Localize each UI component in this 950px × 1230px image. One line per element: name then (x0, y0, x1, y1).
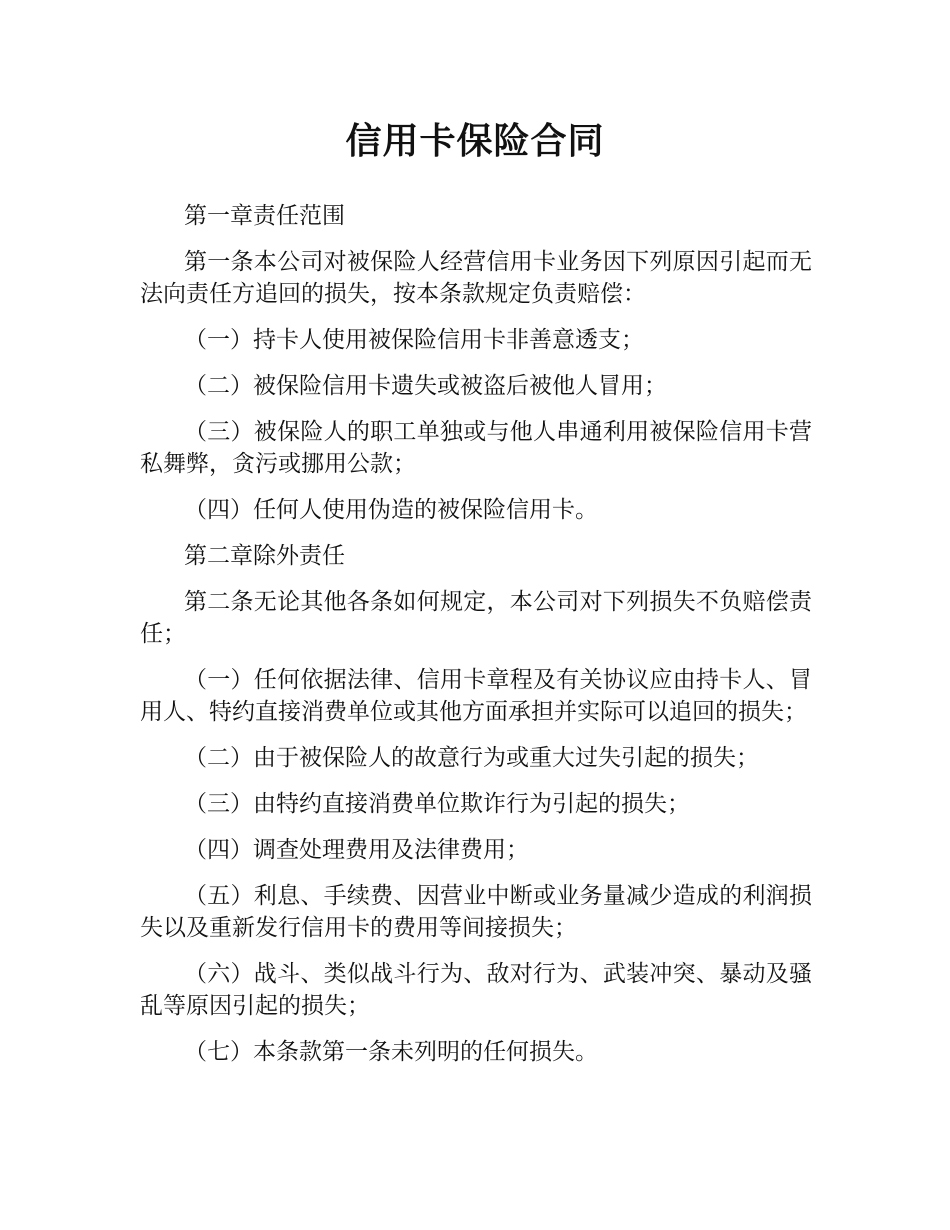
chapter-heading: 第二章除外责任 (184, 543, 345, 569)
list-item: （四）任何人使用伪造的被保险信用卡。 (184, 497, 598, 523)
list-item: （二）由于被保险人的故意行为或重大过失引起的损失； (184, 745, 759, 771)
chapter-heading: 第一章责任范围 (184, 203, 345, 229)
list-item: （六）战斗、类似战斗行为、敌对行为、武装冲突、暴动及骚乱等原因引起的损失； (140, 961, 812, 1019)
list-item: （五）利息、手续费、因营业中断或业务量减少造成的利润损失以及重新发行信用卡的费用等间接损失； (140, 883, 812, 941)
document-body (140, 200, 812, 1082)
document-title: 信用卡保险合同 (345, 121, 605, 162)
list-item: （三）被保险人的职工单独或与他人串通利用被保险信用卡营私舞弊，贪污或挪用公款； (140, 419, 812, 477)
list-item: （一）持卡人使用被保险信用卡非善意透支； (184, 327, 644, 353)
article-paragraph: 第一条本公司对被保险人经营信用卡业务因下列原因引起而无法向责任方追回的损失，按本条款规定负责赔偿： (140, 249, 812, 307)
list-item: （一）任何依据法律、信用卡章程及有关协议应由持卡人、冒用人、特约直接消费单位或其他方面承担并实际可以追回的损失； (140, 667, 812, 725)
list-item: （二）被保险信用卡遗失或被盗后被他人冒用； (184, 373, 667, 399)
list-item: （七）本条款第一条未列明的任何损失。 (184, 1039, 598, 1065)
list-item: （三）由特约直接消费单位欺诈行为引起的损失； (184, 791, 690, 817)
article-paragraph: 第二条无论其他各条如何规定，本公司对下列损失不负赔偿责任； (140, 589, 812, 647)
list-item: （四）调查处理费用及法律费用； (184, 837, 529, 863)
